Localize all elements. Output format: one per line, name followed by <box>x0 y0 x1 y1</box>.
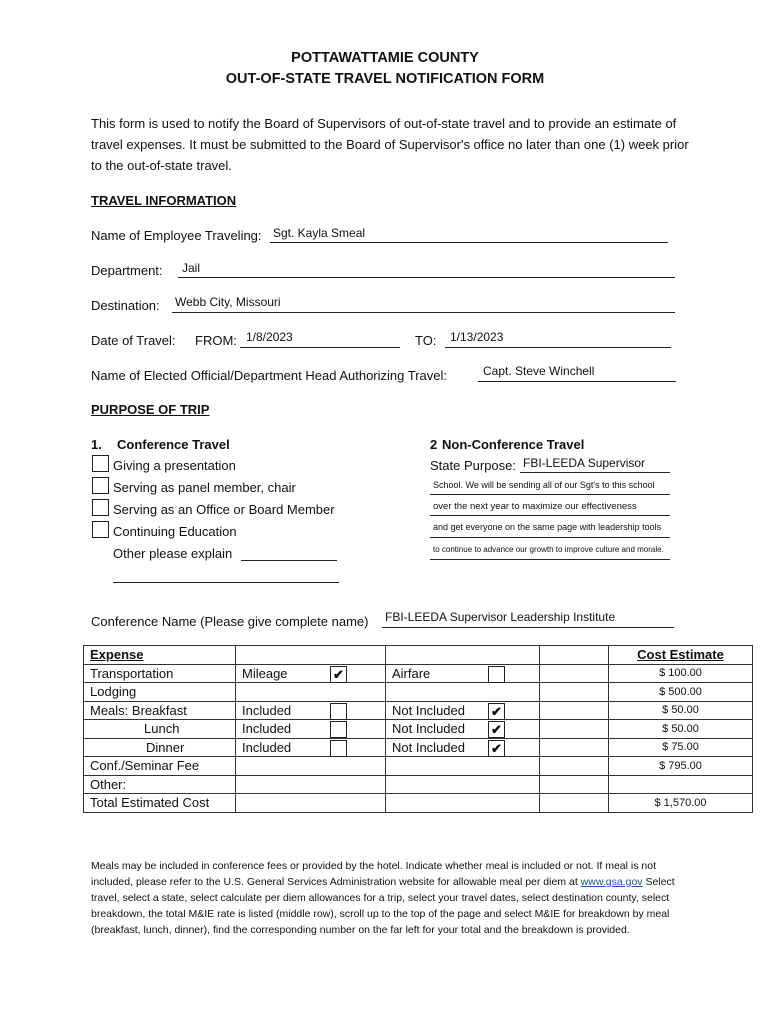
option-board-member: Serving as an Office or Board Member <box>113 502 335 517</box>
to-label: TO: <box>415 333 437 348</box>
dinner-label: Dinner <box>84 738 236 757</box>
intro-paragraph: This form is used to notify the Board of Supervisors of out-of-state travel and to provide an estimate of travel expenses. It must be submitted to the Board of Supervisor's office no later than one (1) week prior to the out-of-state travel. <box>91 116 689 173</box>
expense-table <box>83 645 753 813</box>
conference-name-field[interactable]: FBI-LEEDA Supervisor Leadership Institute <box>385 610 616 624</box>
airfare-checkbox[interactable] <box>488 666 505 683</box>
from-line <box>240 347 400 348</box>
conf-number: 1. <box>91 437 102 452</box>
official-line <box>478 381 676 382</box>
other-label: Other: <box>84 775 236 794</box>
conf-fee-label: Conf./Seminar Fee <box>84 757 236 776</box>
department-field[interactable]: Jail <box>182 261 201 275</box>
dinner-included-label: Included <box>242 739 292 755</box>
nonconf-travel-heading: Non-Conference Travel <box>442 437 585 452</box>
lunch-cost[interactable]: $ 50.00 <box>609 720 753 739</box>
department-line <box>178 277 675 278</box>
form-title: OUT-OF-STATE TRAVEL NOTIFICATION FORM <box>225 71 545 87</box>
destination-label: Destination: <box>91 298 160 313</box>
breakfast-not-included-checkbox[interactable]: ✔ <box>488 703 505 720</box>
date-label: Date of Travel: <box>91 333 176 348</box>
breakfast-cost[interactable]: $ 50.00 <box>609 701 753 720</box>
dinner-cost[interactable]: $ 75.00 <box>609 738 753 757</box>
purpose-line-2[interactable]: over the next year to maximize our effectiveness <box>433 501 637 512</box>
total-label: Total Estimated Cost <box>84 794 236 813</box>
breakfast-label: Meals: Breakfast <box>84 701 236 720</box>
department-label: Department: <box>91 263 163 278</box>
other-explain-line[interactable] <box>241 560 337 561</box>
transportation-cost[interactable]: $ 100.00 <box>609 664 753 683</box>
mileage-checkbox[interactable]: ✔ <box>330 666 347 683</box>
airfare-cell <box>386 664 540 683</box>
dinner-not-included-checkbox[interactable]: ✔ <box>488 740 505 757</box>
purpose-heading: PURPOSE OF TRIP <box>91 402 210 417</box>
table-row <box>84 775 753 794</box>
lunch-included-checkbox[interactable] <box>330 721 347 738</box>
table-row <box>84 701 753 720</box>
mileage-label: Mileage <box>242 665 288 681</box>
mileage-cell <box>236 664 386 683</box>
table-row <box>84 757 753 776</box>
presentation-checkbox[interactable] <box>92 455 109 472</box>
employee-field[interactable]: Sgt. Kayla Smeal <box>273 226 366 240</box>
state-purpose-field[interactable]: FBI-LEEDA Supervisor <box>523 456 646 470</box>
table-row <box>84 738 753 757</box>
lodging-cost[interactable]: $ 500.00 <box>609 683 753 702</box>
other-cost[interactable] <box>609 775 753 794</box>
transportation-label: Transportation <box>84 664 236 683</box>
option-presentation: Giving a presentation <box>113 458 236 473</box>
lunch-included-label: Included <box>242 721 292 737</box>
conf-fee-cost[interactable]: $ 795.00 <box>609 757 753 776</box>
purpose-line-4[interactable]: to continue to advance our growth to improve culture and morale. <box>433 545 664 554</box>
board-member-checkbox[interactable] <box>92 499 109 516</box>
employee-label: Name of Employee Traveling: <box>91 228 262 243</box>
purpose-underline-1 <box>430 494 670 495</box>
meals-note-text: Meals may be included in conference fees or provided by the hotel. Indicate whether meal is included or not. If meal is not included, please refer to the U.S. General Services Administration website for allowable meal per diem at <box>91 860 656 888</box>
conference-name-line <box>382 627 674 628</box>
total-cost[interactable]: $ 1,570.00 <box>609 794 753 813</box>
gsa-link[interactable]: www.gsa.gov <box>580 876 643 888</box>
travel-info-heading: TRAVEL INFORMATION <box>91 193 237 208</box>
table-row <box>84 720 753 739</box>
cost-estimate-header: Cost Estimate <box>609 646 753 665</box>
purpose-line-3[interactable]: and get everyone on the same page with leadership tools <box>433 522 662 532</box>
state-purpose-label: State Purpose: <box>430 458 516 473</box>
meals-note <box>91 858 691 938</box>
lunch-not-included-label: Not Included <box>392 721 465 737</box>
other-explain-line-2[interactable] <box>113 582 339 583</box>
table-row <box>84 646 753 665</box>
dinner-included-checkbox[interactable] <box>330 740 347 757</box>
employee-line <box>270 242 668 243</box>
lunch-label: Lunch <box>84 720 236 739</box>
option-continuing-education: Continuing Education <box>113 524 237 539</box>
county-title: POTTAWATTAMIE COUNTY <box>291 50 479 66</box>
official-label: Name of Elected Official/Department Head Authorizing Travel: <box>91 368 447 383</box>
table-row <box>84 794 753 813</box>
table-row <box>84 664 753 683</box>
breakfast-not-included-label: Not Included <box>392 702 465 718</box>
dinner-not-included-label: Not Included <box>392 739 465 755</box>
conference-name-label: Conference Name (Please give complete name) <box>91 614 369 629</box>
from-date-field[interactable]: 1/8/2023 <box>246 330 293 344</box>
destination-field[interactable]: Webb City, Missouri <box>175 295 281 309</box>
official-field[interactable]: Capt. Steve Winchell <box>483 364 595 378</box>
panel-member-checkbox[interactable] <box>92 477 109 494</box>
airfare-label: Airfare <box>392 665 431 681</box>
expense-header: Expense <box>84 646 236 665</box>
destination-line <box>172 312 675 313</box>
to-date-field[interactable]: 1/13/2023 <box>450 330 504 344</box>
option-panel-member: Serving as panel member, chair <box>113 480 296 495</box>
nonconf-number: 2 <box>430 437 438 452</box>
meals-note-instructions: Select travel, select a state, select calculate per diem allowances for a trip, select your travel dates, select destination county, select breakdown, the total M&IE rate is listed (middle row), scroll up to the top of the page and select M&IE for breakdown by meal (breakfast, lunch, dinner), find the corresponding number on the far left for your total and the breakdown is provided. <box>91 876 675 936</box>
purpose-line-1[interactable]: School. We will be sending all of our Sgt's to this school <box>433 480 655 490</box>
purpose-underline-3 <box>430 537 670 538</box>
purpose-underline-4 <box>430 559 670 560</box>
from-label: FROM: <box>195 333 237 348</box>
state-purpose-line <box>520 472 670 473</box>
purpose-underline-2 <box>430 515 670 516</box>
other-explain-label: Other please explain <box>113 546 233 561</box>
table-row <box>84 683 753 702</box>
conf-travel-heading: Conference Travel <box>117 437 230 452</box>
to-line <box>445 347 671 348</box>
lunch-not-included-checkbox[interactable]: ✔ <box>488 721 505 738</box>
lodging-label: Lodging <box>84 683 236 702</box>
breakfast-included-checkbox[interactable] <box>330 703 347 720</box>
continuing-education-checkbox[interactable] <box>92 521 109 538</box>
breakfast-included-label: Included <box>242 702 292 718</box>
